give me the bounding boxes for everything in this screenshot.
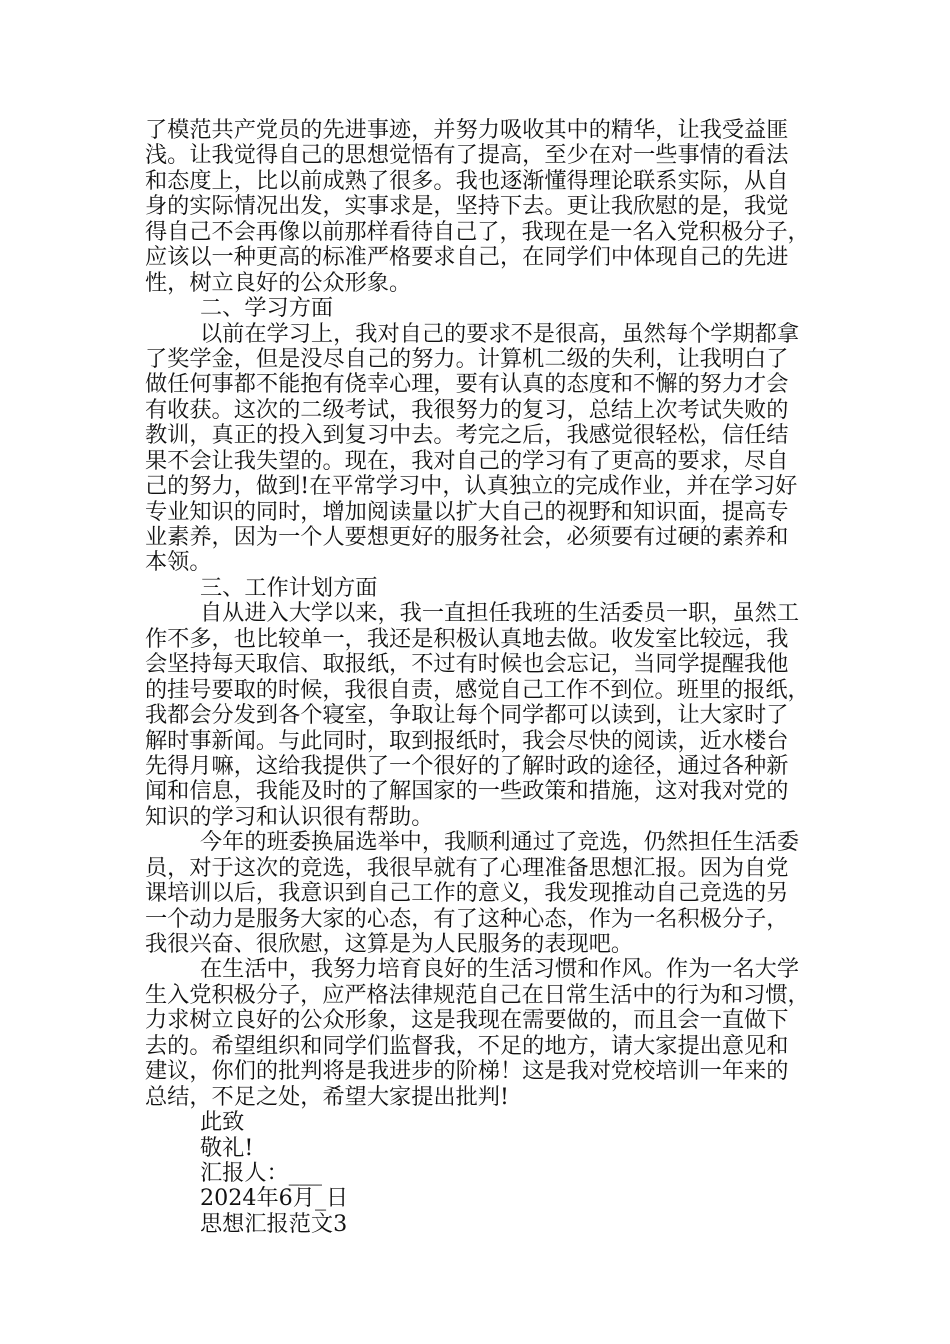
text-line: 自从进入大学以来，我一直担任我班的生活委员一职，虽然工 — [200, 600, 800, 627]
text-line: 先得月嘛，这给我提供了一个很好的了解时政的途径，通过各种新 — [145, 752, 789, 779]
text-line: 生入党积极分子，应严格法律规范自己在日常生活中的行为和习惯， — [145, 981, 810, 1008]
text-line: 本领。 — [145, 549, 212, 576]
text-line: 此致 — [200, 1109, 245, 1136]
text-line: 建议，你们的批判将是我进步的阶梯！这是我对党校培训一年来的 — [145, 1058, 789, 1085]
text-line: 和态度上，比以前成熟了很多。我也逐渐懂得理论联系实际，从自 — [145, 167, 789, 194]
text-line: 2024年6月_日 — [200, 1185, 349, 1212]
text-line: 一个动力是服务大家的心态，有了这种心态，作为一名积极分子， — [145, 905, 789, 932]
text-line: 我都会分发到各个寝室，争取让每个同学都可以读到，让大家时了 — [145, 702, 789, 729]
text-line: 身的实际情况出发，实事求是，坚持下去。更让我欣慰的是，我觉 — [145, 193, 789, 220]
text-line: 课培训以后，我意识到自己工作的意义，我发现推动自己竞选的另 — [145, 880, 789, 907]
text-line: 今年的班委换届选举中，我顺利通过了竞选，仍然担任生活委 — [200, 829, 800, 856]
text-line: 得自己不会再像以前那样看待自己了，我现在是一名入党积极分子， — [145, 218, 810, 245]
text-line: 专业知识的同时，增加阅读量以扩大自己的视野和知识面，提高专 — [145, 498, 789, 525]
text-line: 汇报人：___ — [200, 1159, 323, 1186]
text-line: 作不多，也比较单一，我还是积极认真地去做。收发室比较远，我 — [145, 625, 789, 652]
text-line: 力求树立良好的公众形象，这是我现在需要做的，而且会一直做下 — [145, 1007, 789, 1034]
text-line: 我很兴奋、很欣慰，这算是为人民服务的表现吧。 — [145, 931, 634, 957]
text-line: 性，树立良好的公众形象。 — [145, 269, 412, 296]
text-line: 业素养，因为一个人要想更好的服务社会，必须要有过硬的素养和 — [145, 524, 789, 550]
text-line: 以前在学习上，我对自己的要求不是很高，虽然每个学期都拿 — [200, 320, 800, 347]
text-line: 应该以一种更高的标准严格要求自己，在同学们中体现自己的先进 — [145, 244, 789, 271]
text-line: 会坚持每天取信、取报纸，不过有时候也会忘记，当同学提醒我他 — [145, 651, 789, 678]
text-line: 去的。希望组织和同学们监督我，不足的地方，请大家提出意见和 — [145, 1032, 789, 1059]
document-page — [145, 118, 810, 1237]
text-line: 敬礼! — [200, 1134, 254, 1161]
text-line: 己的努力，做到!在平常学习中，认真独立的完成作业，并在学习好 — [145, 473, 798, 500]
text-line: 了模范共产党员的先进事迹，并努力吸收其中的精华，让我受益匪 — [145, 117, 789, 143]
text-line: 有收获。这次的二级考试，我很努力的复习，总结上次考试失败的 — [145, 396, 789, 423]
text-line: 思想汇报范文3 — [200, 1210, 348, 1237]
text-line: 的挂号要取的时候，我很自责，感觉自己工作不到位。班里的报纸， — [145, 676, 810, 703]
text-line: 解时事新闻。与此同时，取到报纸时，我会尽快的阅读，近水楼台 — [145, 727, 789, 754]
text-line: 员，对于这次的竞选，我很早就有了心理准备思想汇报。因为自党 — [145, 854, 789, 881]
text-line: 闻和信息，我能及时的了解国家的一些政策和措施，这对我对党的 — [145, 778, 789, 805]
text-line: 浅。让我觉得自己的思想觉悟有了提高，至少在对一些事情的看法 — [145, 142, 789, 169]
text-line: 知识的学习和认识很有帮助。 — [145, 803, 434, 830]
text-line: 在生活中，我努力培育良好的生活习惯和作风。作为一名大学 — [200, 956, 800, 983]
text-line: 做任何事都不能抱有侥幸心理，要有认真的态度和不懈的努力才会 — [145, 371, 789, 398]
text-line: 果不会让我失望的。现在，我对自己的学习有了更高的要求，尽自 — [145, 447, 789, 474]
text-line: 教训，真正的投入到复习中去。考完之后，我感觉很轻松，信任结 — [145, 422, 789, 449]
text-line: 三、工作计划方面 — [200, 574, 378, 601]
text-line: 总结，不足之处，希望大家提出批判! — [145, 1083, 509, 1110]
text-line: 了奖学金，但是没尽自己的努力。计算机二级的失利，让我明白了 — [145, 345, 789, 372]
text-line: 二、学习方面 — [200, 295, 334, 322]
